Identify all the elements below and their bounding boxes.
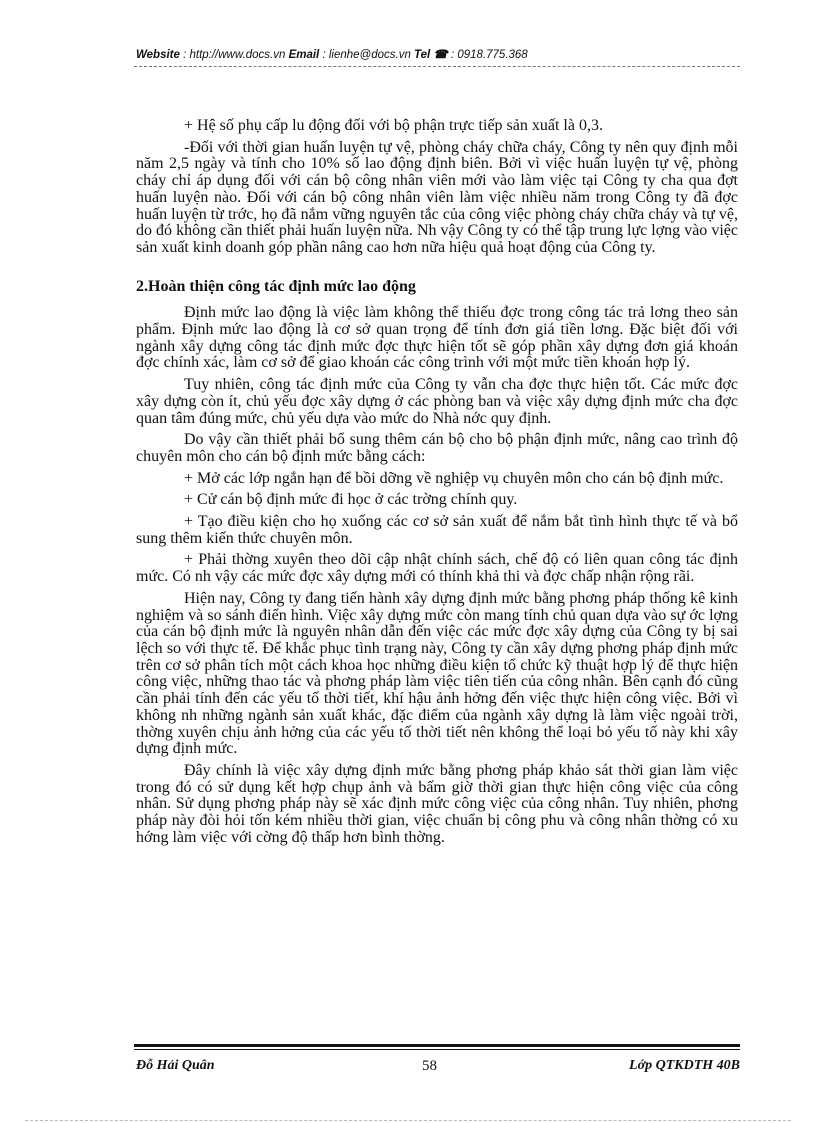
page-header (136, 47, 740, 61)
email-label: Email (288, 49, 320, 61)
footer-class: Lớp QTKDTH 40B (629, 1058, 740, 1073)
page-bottom-divider (25, 1120, 791, 1121)
website-label: Website (136, 49, 180, 61)
document-body (136, 118, 738, 851)
tel-label: Tel ☎ (414, 49, 448, 61)
website-value: : http://www.docs.vn (183, 49, 286, 61)
header-divider (134, 66, 740, 67)
paragraph: Đây chính là việc xây dựng định mức bằng phơng pháp khảo sát thời gian làm việc trong đó có sử dụng kết hợp chụp ảnh và bấm giờ thời gian thực hiện công việc của công nhân. Sử dụng phơng pháp này sẽ xác định mức công việc của công nhân. Tuy nhiên, phơng pháp này đòi hỏi tốn kém nhiều thời gian, việc chuẩn bị công phu và công nhân thờng có xu hớng làm việc với cờng độ thấp hơn bình thờng. (136, 761, 738, 846)
email-value: : lienhe@docs.vn (322, 49, 411, 61)
tel-value: : 0918.775.368 (450, 49, 528, 61)
bullet-item: + Phải thờng xuyên theo dõi cập nhật chính sách, chế độ có liên quan công tác định mức. Có nh vậy các mức đợc xây dựng mới có thính khả thi và đợc chấp nhận rộng rãi. (136, 551, 738, 586)
paragraph: Định mức lao động là việc làm không thể thiếu đợc trong công tác trả lơng theo sản phẩm. Định mức lao động là cơ sở quan trọng để tính đơn giá tiền lơng. Đặc biệt đối với ngành xây dựng công tác định mức đợc thực hiện tốt sẽ góp phần xây dựng đơn giá khoán đợc chính xác, làm cơ sở để giao khoán các công trình với một mức tiền khoán hợp lý. (136, 304, 738, 372)
bullet-item: + Cử cán bộ định mức đi học ở các trờng chính quy. (184, 491, 518, 509)
page-number: 58 (422, 1058, 437, 1074)
footer-divider-thick (134, 1044, 740, 1047)
footer-divider-thin (134, 1049, 740, 1050)
bullet-item: + Mở các lớp ngắn hạn để bồi dỡng về nghiệp vụ chuyên môn cho cán bộ định mức. (184, 469, 724, 487)
bullet-item: + Tạo điều kiện cho họ xuống các cơ sở sản xuất để nắm bắt tình hình thực tế và bổ sung thêm kiến thức chuyên môn. (136, 513, 738, 547)
section-heading: 2.Hoàn thiện công tác định mức lao động (136, 277, 416, 295)
paragraph: -Đối với thời gian huấn luyện tự vệ, phòng cháy chữa cháy, Công ty nên quy định mỗi năm 2,5 ngày và tính cho 10% số lao động định biên. Bởi vì việc huấn luyện tự vệ, phòng cháy chỉ áp dụng đối với cán bộ công nhân viên mới vào làm việc tại Công ty cha qua đợt huấn luyện nào. Đối với cán bộ công nhân viên làm việc nhiều năm trong Công ty đã đợc huấn luyện từ trớc, họ đã nắm vững nguyên tắc của công việc phòng cháy chữa cháy và tự vệ, do đó không cần thiết phải huấn luyện nữa. Nh vậy Công ty có thể tập trung lực lợng vào việc sản xuất kinh doanh góp phần nâng cao hơn nữa hiệu quả hoạt động của Công ty. (136, 138, 738, 256)
footer-author: Đỗ Hải Quân (136, 1058, 215, 1073)
paragraph: + Hệ số phụ cấp lu động đối với bộ phận trực tiếp sản xuất là 0,3. (184, 117, 603, 134)
paragraph: Hiện nay, Công ty đang tiến hành xây dựng định mức bằng phơng pháp thống kê kinh nghiệm và so sánh điển hình. Việc xây dựng mức còn mang tính chủ quan dựa vào sự ớc lợng của cán bộ định mức là nguyên nhân dẫn đến việc các mức đợc xây dựng của Công ty bị sai lệch so với thực tế. Để khắc phục tình trạng này, Công ty cần xây dựng phơng pháp định mức trên cơ sở phân tích một cách khoa học những điều kiện tổ chức kỹ thuật hợp lý để thực hiện công việc, những thao tác và phơng pháp làm việc tiên tiến của công nhân. Bên cạnh đó cũng cần phải tính đến các yếu tố thời tiết, khí hậu ảnh hởng đến việc thực hiện công việc. Bởi vì không nh những ngành sản xuất khác, đặc điểm của ngành xây dựng là làm việc ngoài trời, thờng xuyên chịu ảnh hởng của các yếu tố thời tiết nên không thể loại bỏ yếu tố này khi xây dựng định mức. (136, 589, 738, 758)
paragraph: Do vậy cần thiết phải bổ sung thêm cán bộ cho bộ phận định mức, nâng cao trình độ chuyên môn cho cán bộ định mức bằng cách: (136, 431, 738, 465)
paragraph: Tuy nhiên, công tác định mức của Công ty vẫn cha đợc thực hiện tốt. Các mức đợc xây dựng còn ít, chủ yếu đợc xây dựng ở các phòng ban và việc xây dựng định mức cha đợc quan tâm đúng mức, chủ yếu dựa vào mức do Nhà nớc quy định. (136, 376, 738, 427)
